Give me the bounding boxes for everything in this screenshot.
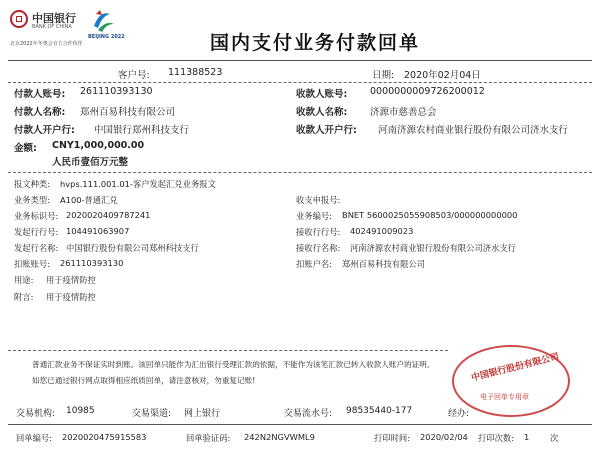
biz-no-label: 业务编号: — [296, 211, 332, 221]
customer-no-label: 客户号: — [118, 70, 150, 81]
print-count: 1 — [524, 432, 530, 442]
payer-account: 261110393130 — [80, 86, 153, 97]
page-title: 国内支付业务付款回单 — [210, 32, 421, 54]
send-bank: 中国银行股份有限公司郑州科技支行 — [66, 243, 199, 253]
divider — [8, 424, 592, 425]
verify-code: 242N2NGVWML9 — [244, 432, 315, 442]
amount-label: 金额: — [14, 143, 37, 154]
payee-account-label: 收款人账号: — [296, 89, 348, 100]
date-value: 2020年02月04日 — [404, 70, 481, 81]
payer-bank: 中国银行郑州科技支行 — [94, 125, 190, 136]
biz-type-label: 业务类型: — [14, 195, 50, 205]
boc-logo-icon — [10, 10, 28, 28]
recv-line-label: 接收行行号: — [296, 227, 341, 237]
bank-name-cn: 中国银行 — [32, 12, 76, 25]
debit-acct: 261110393130 — [60, 258, 124, 268]
print-time: 2020/02/04 — [420, 432, 468, 442]
olympic-emblem-icon — [88, 6, 118, 36]
divider — [8, 350, 448, 351]
recv-line: 402491009023 — [350, 226, 414, 236]
print-time-label: 打印时间: — [374, 433, 410, 443]
agent-label: 经办: — [448, 409, 470, 419]
divider — [8, 172, 592, 173]
receipt-no: 2020020475915583 — [62, 432, 147, 442]
payer-name: 郑州百易科技有限公司 — [80, 107, 176, 118]
payee-bank: 河南济源农村商业银行股份有限公司济水支行 — [378, 125, 569, 136]
divider — [8, 82, 592, 83]
debit-acct-label: 扣账账号: — [14, 259, 50, 269]
serial: 98535440-177 — [346, 406, 413, 416]
payee-bank-label: 收款人开户行: — [296, 125, 357, 136]
send-bank-label: 发起行名称: — [14, 243, 59, 253]
payer-name-label: 付款人名称: — [14, 107, 66, 118]
amount-value: CNY1,000,000.00 — [52, 140, 145, 151]
org-label: 交易机构: — [16, 409, 56, 419]
msg-type: hvps.111.001.01-客户发起汇兑业务报文 — [60, 179, 216, 189]
recv-bank: 河南济源农村商业银行股份有限公司济水支行 — [350, 243, 516, 253]
debit-name: 郑州百易科技有限公司 — [342, 259, 425, 269]
biz-id-label: 业务标识号: — [14, 211, 59, 221]
recv-apply-label: 收支申报号: — [296, 195, 341, 205]
payee-account: 0000000009726200012 — [370, 86, 485, 97]
debit-name-label: 扣账户名: — [296, 259, 332, 269]
sponsor-line: 北京2022年冬奥会官方合作伙伴 — [10, 41, 83, 47]
send-line-label: 发起行行号: — [14, 227, 59, 237]
olympic-text: BEIJING 2022 — [88, 34, 125, 40]
notice-line-2: 如您已通过银行网点取得相应纸质回单，请注意核对，勿重复记账! — [32, 376, 256, 385]
verify-label: 回单验证码: — [186, 433, 231, 443]
receipt-no-label: 回单编号: — [16, 433, 52, 443]
purpose-label: 用途: — [14, 275, 34, 285]
payer-bank-label: 付款人开户行: — [14, 125, 75, 136]
bank-name-en: BANK OF CHINA — [32, 24, 72, 30]
stamp-top-text: 中国银行股份有限公司 — [470, 352, 561, 384]
channel-label: 交易渠道: — [132, 409, 172, 419]
org: 10985 — [66, 406, 95, 416]
print-count-label: 打印次数: — [478, 433, 514, 443]
biz-no: BNET 5600025055908503/000000000000 — [342, 210, 518, 220]
date-label: 日期: — [372, 70, 395, 81]
payer-account-label: 付款人账号: — [14, 89, 66, 100]
send-line: 104491063907 — [66, 226, 130, 236]
purpose: 用于疫情防控 — [46, 275, 96, 285]
note: 用于疫情防控 — [46, 292, 96, 302]
channel: 网上银行 — [184, 409, 221, 419]
msg-type-label: 报文种类: — [14, 179, 50, 189]
notice-line-1: 普通汇款业务不保证实时到账。该回单只能作为汇出银行受理汇款的依据，不能作为该笔汇款已转入收款人账户的证明。 — [32, 360, 435, 369]
customer-no: 111388523 — [168, 67, 223, 78]
recv-bank-label: 接收行名称: — [296, 243, 341, 253]
stamp-bottom-text: 电子回单专用章 — [480, 393, 529, 401]
print-count-unit: 次 — [550, 433, 559, 443]
note-label: 附言: — [14, 292, 34, 302]
divider — [8, 60, 592, 61]
amount-words: 人民币壹佰万元整 — [52, 157, 129, 168]
biz-id: 2020020409787241 — [66, 210, 151, 220]
serial-label: 交易流水号: — [284, 409, 333, 419]
biz-type: A100-普通汇兑 — [60, 195, 118, 205]
payee-name-label: 收款人名称: — [296, 107, 348, 118]
payee-name: 济源市慈善总会 — [370, 107, 437, 118]
